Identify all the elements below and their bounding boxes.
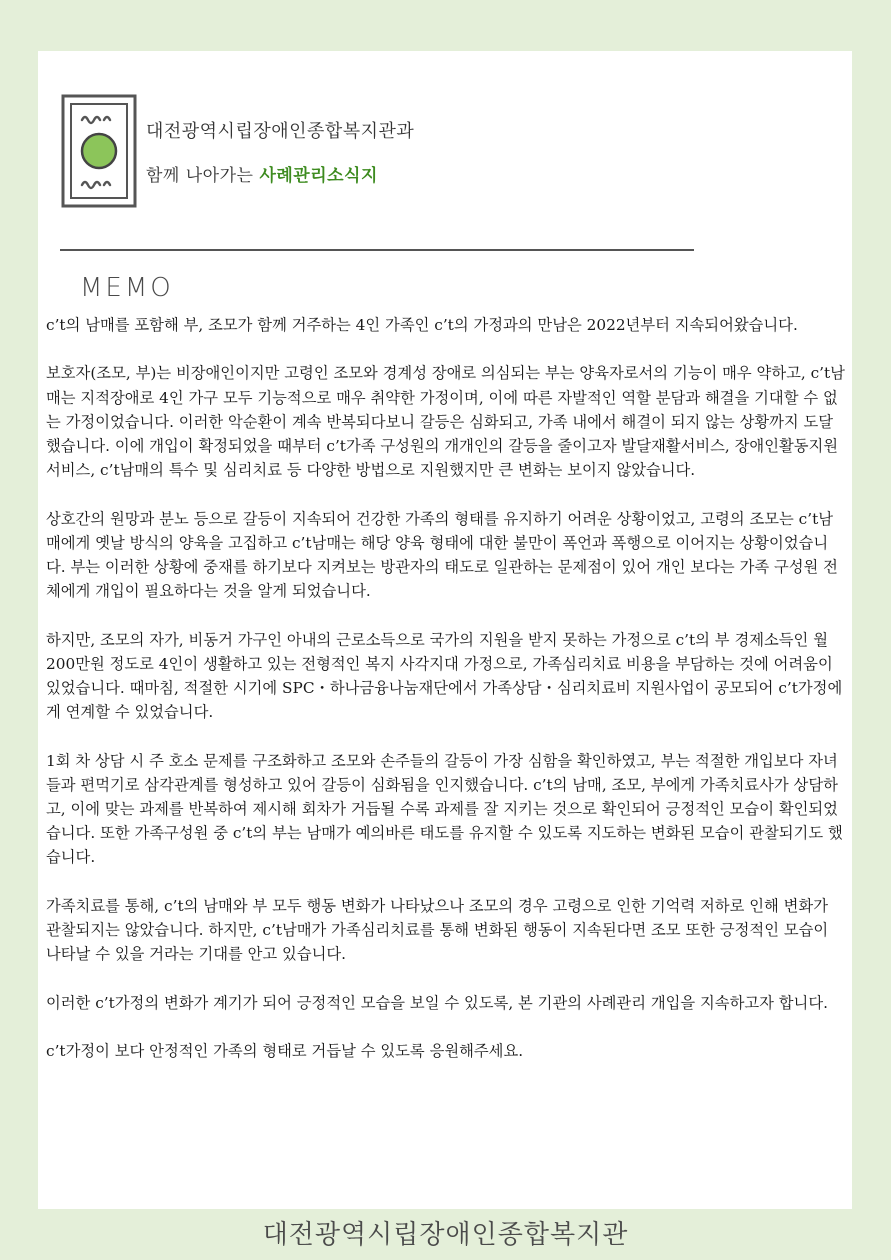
paragraph: 하지만, 조모의 자가, 비동거 가구인 아내의 근로소득으로 국가의 지원을 받지 못하는 가정으로 c’t의 부 경제소득인 월 200만원 정도로 4인이 생활하고 있는 전형적인 복지 사각지대 가정으로, 가족심리치료 비용을 부담하는 것에 어려움이 있었습니다. 때마침, 적절한 시기에 SPC・하나금융나눔재단에서 가족상담・심리치료비 지원사업이 공모되어 c’t가정에게 연계할 수 있었습니다.	[46, 630, 843, 722]
newsletter-title: 사례관리소식지	[259, 166, 378, 186]
tagline	[146, 161, 378, 186]
header-divider	[60, 249, 694, 251]
logo-icon	[60, 93, 138, 209]
paragraph: 보호자(조모, 부)는 비장애인이지만 고령인 조모와 경계성 장애로 의심되는 부는 양육자로서의 기능이 매우 약하고, c’t남매는 지적장애로 4인 가구 모두 기능적으로 매우 취약한 가정이며, 이에 따른 자발적인 역할 분담과 해결을 기대할 수 없는 가정이었습니다. 이러한 악순환이 계속 반복되다보니 갈등은 심화되고, 가족 내에서 해결이 되지 않는 상황까지 도달했습니다. 이에 개입이 확정되었을 때부터 c’t가족 구성원의 개개인의 갈등을 줄이고자 발달재활서비스, 장애인활동지원서비스, c’t남매의 특수 및 심리치료 등 다양한 방법으로 지원했지만 큰 변화는 보이지 않았습니다.	[46, 364, 845, 480]
paragraph: 이러한 c’t가정의 변화가 계기가 되어 긍정적인 모습을 보일 수 있도록, 본 기관의 사례관리 개입을 지속하고자 합니다.	[46, 993, 828, 1012]
paragraph: c’t가정이 보다 안정적인 가족의 형태로 거듭날 수 있도록 응원해주세요.	[46, 1041, 524, 1060]
org-name: 대전광역시립장애인종합복지관과	[146, 121, 415, 142]
tagline-prefix: 함께 나아가는	[146, 166, 254, 186]
footer-org-name: 대전광역시립장애인종합복지관	[262, 1220, 629, 1250]
paragraph: 상호간의 원망과 분노 등으로 갈등이 지속되어 건강한 가족의 형태를 유지하기 어려운 상황이었고, 고령의 조모는 c’t남매에게 옛날 방식의 양육을 고집하고 c’t남매는 해당 양육 형태에 대한 불만이 폭언과 폭행으로 이어지는 상황이었습니다. 부는 이러한 상황에 중재를 하기보다 지켜보는 방관자의 태도로 일관하는 문제점이 있어 개인 보다는 가족 구성원 전체에게 개입이 필요하다는 것을 알게 되었습니다.	[46, 509, 838, 601]
paragraph: c’t의 남매를 포함해 부, 조모가 함께 거주하는 4인 가족인 c’t의 가정과의 만남은 2022년부터 지속되어왔습니다.	[46, 316, 798, 334]
memo-body	[46, 313, 846, 1063]
memo-sheet	[38, 51, 852, 1209]
memo-heading: MEMO	[80, 273, 174, 303]
paragraph: 1회 차 상담 시 주 호소 문제를 구조화하고 조모와 손주들의 갈등이 가장 심함을 확인하였고, 부는 적절한 개입보다 자녀들과 편먹기로 삼각관계를 형성하고 있어 갈등이 심화됨을 인지했습니다. c’t의 남매, 조모, 부에게 가족치료사가 상담하고, 이에 맞는 과제를 반복하여 제시해 회차가 거듭될 수록 과제를 잘 지키는 것으로 확인되어 긍정적인 모습이 확인되었습니다. 또한 가족구성원 중 c’t의 부는 남매가 예의바른 태도를 유지할 수 있도록 지도하는 변화된 모습이 관찰되기도 했습니다.	[46, 751, 843, 867]
paragraph: 가족치료를 통해, c’t의 남매와 부 모두 행동 변화가 나타났으나 조모의 경우 고령으로 인한 기억력 저하로 인해 변화가 관찰되지는 않았습니다. 하지만, c’t남매가 가족심리치료를 통해 변화된 행동이 지속된다면 조모 또한 긍정적인 모습이 나타날 수 있을 거라는 기대를 안고 있습니다.	[46, 896, 829, 964]
